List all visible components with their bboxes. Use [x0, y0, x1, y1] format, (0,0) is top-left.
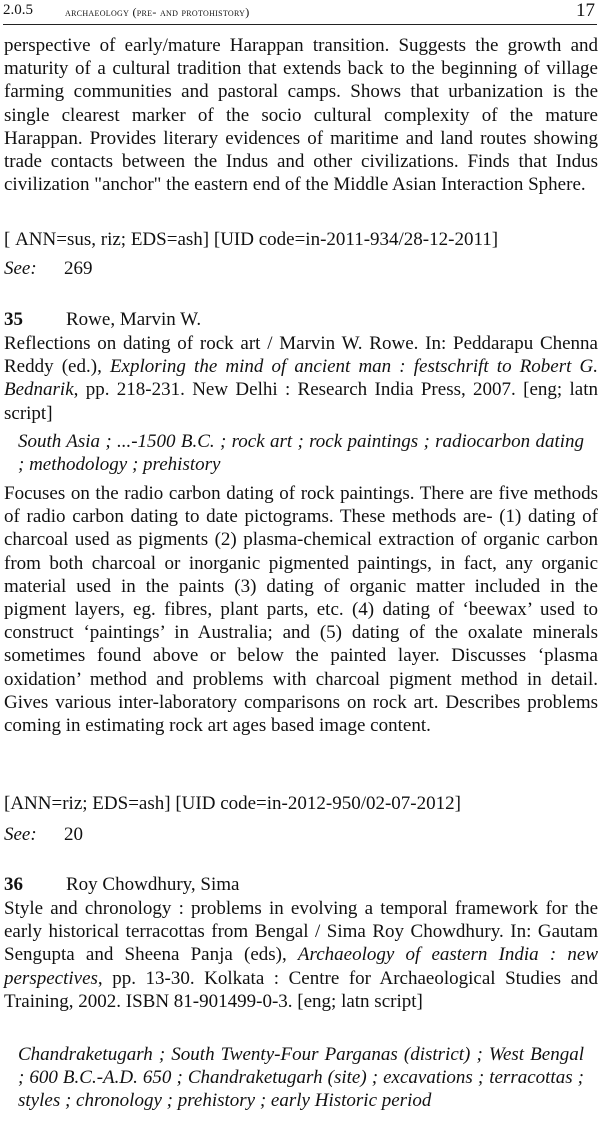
uid-value: code=in-2011-934/28-12-2011]: [253, 229, 499, 250]
see-value: 269: [64, 258, 93, 279]
citation-book-title: Archaeology of eastern India : new perspectives: [4, 944, 598, 989]
see-label: See:: [4, 824, 37, 845]
uid-value: code=in-2012-950/02-07-2012]: [215, 793, 461, 814]
meta-bracket: [: [4, 793, 11, 814]
ann-label: ANN: [15, 229, 57, 250]
entry-35-subjects: South Asia ; ...-1500 B.C. ; rock art ; rock paintings ; radiocarbon dating ; methodology ; prehistory: [18, 431, 584, 476]
eds-label: EDS: [130, 229, 167, 250]
eds-label: EDS: [92, 793, 129, 814]
section-number: 2.0.5: [3, 2, 33, 18]
citation-book-title: Exploring the mind of ancient man : festschrift to Robert G. Bednarik: [4, 356, 598, 401]
entry-34-abstract: perspective of early/mature Harappan transition. Suggests the growth and maturity of a cultural tradition that extends back to the beginning of village farming communities and pastoral camps. Shows that urbanization is the single clearest marker of the socio cultural complexity of the mature Harappan. Provides literary evidences of maritime and land routes showing trade contacts between the Indus and other civilizations. Finds that Indus civilization "anchor" the eastern end of the Middle Asian Interaction Sphere.: [4, 35, 598, 196]
entry-35-see-also: [4, 823, 598, 846]
entry-35-citation: [4, 332, 598, 425]
ann-label: ANN: [10, 793, 52, 814]
entry-author: Rowe, Marvin W.: [66, 309, 202, 330]
entry-35-abstract: Focuses on the radio carbon dating of rock paintings. There are five methods of radio carbon dating to date pictograms. These methods are- (1) dating of charcoal used as pigments (2) plasma-chemical extraction of organic carbon from both charcoal or inorganic pigmented paintings, in fact, any organic material used in the paints (3) dating of organic matter included in the pigment layers, eg. fibres, plant parts, etc. (4) dating of ‘beewax’ used to construct ‘paintings’ in Australia; and (5) dating of the oxalate minerals sometimes found above or below the painted layer. Discusses ‘plasma oxidation’ method and problems with charcoal pigment method in detail. Gives various inter-laboratory comparisons on rock art. Describes problems coming in estimating rock art ages based image content.: [4, 483, 598, 737]
citation-text: Style and chronology : problems in evolving a temporal framework for the early historical terracottas from Bengal / Sima Roy Chowdhury. In: Gautam Sengupta and Sheena Panja (eds),: [4, 898, 598, 966]
citation-publication: , pp. 13-30. Kolkata : Centre for Archaeological Studies and Training, 2002. ISBN 81-901499-0-3. [eng; latn script]: [4, 967, 598, 1012]
ann-value: =riz;: [51, 793, 93, 814]
uid-label: UID: [181, 793, 216, 814]
citation-publication: , pp. 218-231. New Delhi : Research India Press, 2007. [eng; latn script]: [4, 379, 598, 424]
entry-35-heading: [4, 308, 598, 331]
entry-34-meta: [4, 228, 598, 251]
entry-number: 36: [4, 874, 23, 895]
citation-text: Reflections on dating of rock art / Marvin W. Rowe. In: Peddarapu Chenna Reddy (ed.),: [4, 333, 598, 378]
running-header: [3, 2, 597, 25]
page-number: 17: [576, 0, 595, 21]
see-value: 20: [64, 824, 83, 845]
see-label: See:: [4, 258, 37, 279]
entry-author: Roy Chowdhury, Sima: [66, 874, 240, 895]
ann-value: =sus, riz;: [56, 229, 131, 250]
running-title: archaeology (pre- and protohistory): [65, 5, 250, 19]
uid-label: UID: [220, 229, 254, 250]
eds-value: =ash] [: [166, 229, 221, 250]
entry-36-citation: [4, 897, 598, 1013]
entry-36-subjects: Chandraketugarh ; South Twenty-Four Parganas (district) ; West Bengal ; 600 B.C.-A.D. 650 ; Chandraketugarh (site) ; excavations ; terracottas ; styles ; chronology ; prehistory ; early Historic period: [18, 1044, 584, 1112]
entry-35-meta: [4, 792, 598, 815]
entry-36-heading: [4, 873, 598, 896]
meta-bracket: [: [4, 229, 16, 250]
entry-34-see-also: [4, 257, 598, 280]
eds-value: =ash] [: [128, 793, 182, 814]
entry-number: 35: [4, 309, 23, 330]
